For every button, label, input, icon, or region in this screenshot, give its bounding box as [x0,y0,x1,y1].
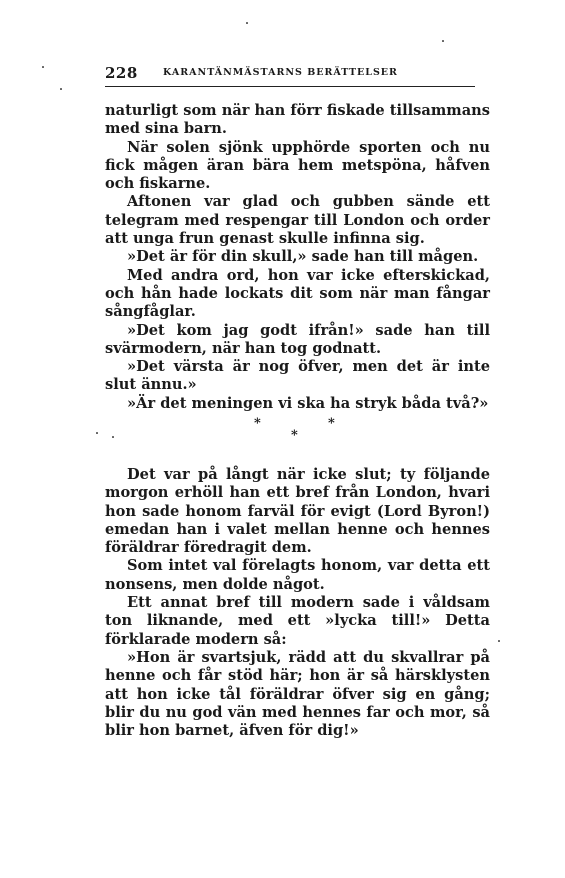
paragraph: »Det är för din skull,» sade han till mågen. [127,248,479,266]
text-block-lower [105,466,490,740]
paper-speck [498,640,500,642]
paragraph: Ett annat bref till modern sade i våldsam ton liknande, med ett »lycka till!» Detta förklarade modern så: [105,594,490,648]
paragraph: naturligt som när han förr fiskade tillsammans med sina barn. [105,102,490,138]
running-title: KARANTÄNMÄSTARNS BERÄTTELSER [163,67,398,78]
asterisk: * [254,416,261,431]
paragraph: »Är det meningen vi ska ha stryk båda två?» [127,394,489,412]
paragraph: Det var på långt när icke slut; ty följande morgon erhöll han ett bref från London, hvari hon sade honom farväl för evigt (Lord Byron!) emedan han i valet mellan henne och hennes föräldrar föredragit dem. [105,466,490,557]
paper-speck [246,22,248,24]
text-block-upper [105,102,490,413]
paragraph: Som intet val förelagts honom, var detta ett nonsens, men dolde något. [105,557,490,593]
paragraph: Aftonen var glad och gubben sände ett telegram med respengar till London och order att unga frun genast skulle infinna sig. [105,193,490,248]
paragraph: »Hon är svartsjuk, rädd att du skvallrar på henne och får stöd här; hon är så härsklysten att hon icke tål föräldrar öfver sig en gång; blir du nu god vän med hennes far och mor, så blir hon barnet, äfven för dig!» [105,648,490,740]
paper-speck [60,88,62,90]
paragraph: Med andra ord, hon var icke efterskickad, och hån hade lockats dit som när man fångar sångfåglar. [105,266,490,321]
page-header [105,64,475,87]
page-number: 228 [105,64,138,82]
asterisk: * [291,428,298,443]
paragraph: »Det värsta är nog öfver, men det är inte slut ännu.» [105,358,490,394]
paper-speck [112,436,114,438]
paper-speck [96,432,98,434]
paragraph: »Det kom jag godt ifrån!» sade han till svärmodern, när han tog godnatt. [105,321,490,357]
paper-speck [42,66,44,68]
asterisk: * [328,416,335,431]
paragraph: När solen sjönk upphörde sporten och nu fick mågen äran bära hem metspöna, håfven och fiskarne. [105,138,490,193]
paper-speck [442,40,444,42]
